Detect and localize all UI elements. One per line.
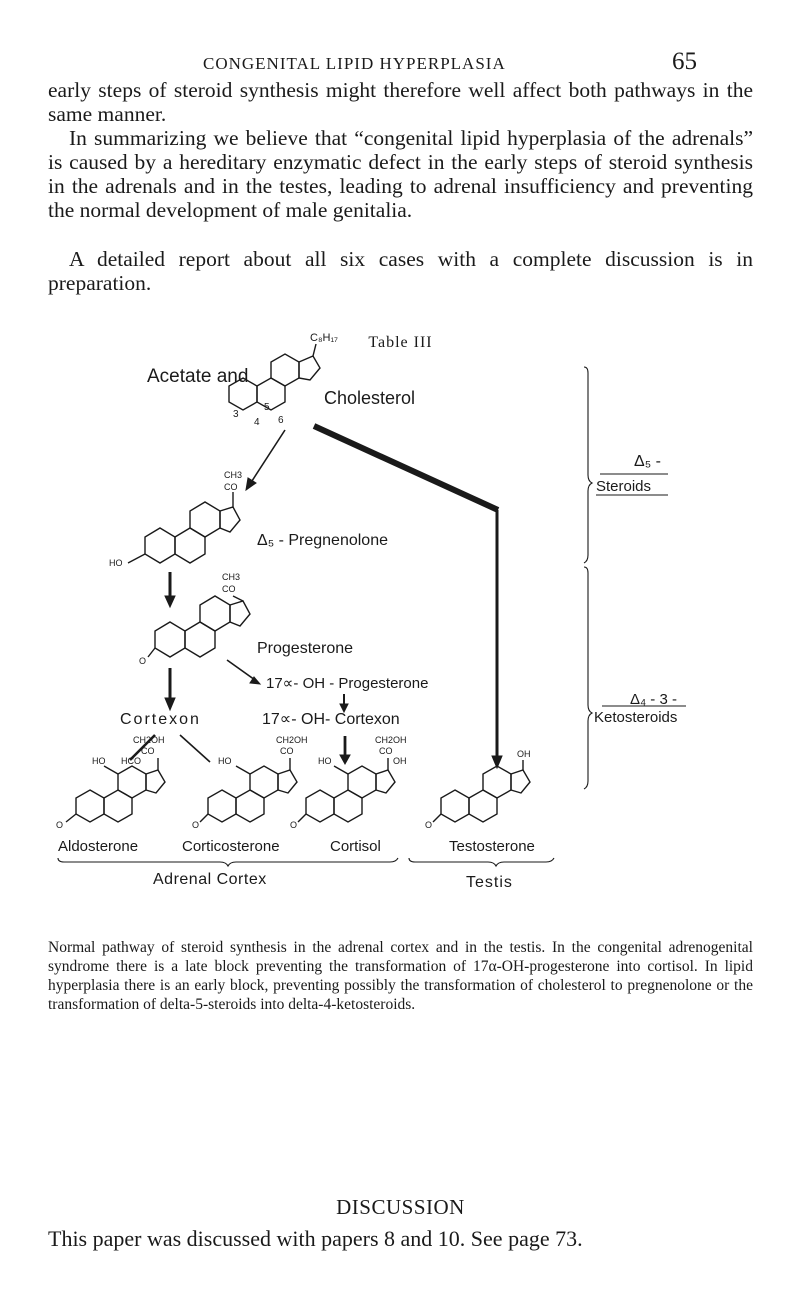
cortisol-structure [298,758,395,822]
testis-label: Testis [466,874,513,891]
paragraph-text: A detailed report about all six cases with a complete discussion is in preparation. [48,247,753,295]
arrow [165,660,260,710]
pregnenolone-label: Δ₅ - Pregnenolone [257,532,388,549]
table-title: Table III [368,334,433,351]
pregnenolone-structure [128,492,240,563]
position-label: 3 [233,409,239,420]
progesterone-label: Progesterone [257,640,354,657]
o-label: O [290,820,298,830]
ch2oh-label: CH2OH [375,735,407,745]
ch2oh-label: CH2OH [133,735,165,745]
cortisol-label: Cortisol [330,838,381,855]
cholesterol-label: Cholesterol [324,388,416,408]
o-label: O [192,820,200,830]
acetate-label: Acetate and [147,366,249,387]
co-label: CO [379,746,393,756]
arrow [492,510,502,768]
position-label: 6 [278,415,284,426]
oh-label: OH [517,749,531,759]
co-label: CO [280,746,294,756]
co-label: CO [222,584,236,594]
ohprogesterone-label: 17∝- OH - Progesterone [266,675,429,692]
co-label: CO [141,746,155,756]
d5-steroids-label: Steroids [596,478,652,495]
arrow [165,572,175,607]
o-label: O [425,820,433,830]
ohcortexon-label: 17∝- OH- Cortexon [262,711,400,728]
figure-caption: Normal pathway of steroid synthesis in the adrenal cortex and in the testis. In the congenital adrenogenital syndrome there is a late block preventing the transformation of 17α-OH-progesterone into cortisol. In lipid hyperplasia there is an early block, preventing possibly the transformation of cholesterol to pregnenolone or the transformation of delta-5-steroids into delta-4-ketosteroids. [48,939,753,1013]
progesterone-structure [148,596,250,657]
oh-label: OH [393,756,407,766]
corticosterone-label: Corticosterone [182,838,280,855]
ho-label: HO [218,756,232,766]
cortexon-label: Cortexon [120,711,201,728]
brace [58,858,554,866]
ho-label: HO [109,558,123,568]
aldosterone-label: Aldosterone [58,838,139,855]
testosterone-label: Testosterone [449,838,535,855]
co-label: CO [224,482,238,492]
brace [584,367,592,789]
paragraph-text: early steps of steroid synthesis might therefore well affect both pathways in the same manner. [48,78,753,126]
o-label: O [139,656,147,666]
paragraph-text: In summarizing we believe that “congenital lipid hyperplasia of the adrenals” is caused by a hereditary enzymatic defect in the early steps of steroid synthesis in the adrenals and in the testes, leading to adrenal insufficiency and preventing the normal development of male genitalia. [48,126,753,222]
position-label: 5 [264,402,270,413]
testosterone-structure [433,760,530,822]
corticosterone-structure [200,758,297,822]
hco-label: HCO [121,756,141,766]
page-number: 65 [672,48,697,75]
c8h17-label: C₈H₁₇ [310,332,338,344]
o-label: O [56,820,64,830]
discussion-text: This paper was discussed with papers 8 and 10. See page 73. [48,1226,583,1251]
ch2oh-label: CH2OH [276,735,308,745]
d4-ketosteroids-label: Δ₄ - 3 - [630,691,677,708]
arrow [246,426,498,510]
discussion-heading: DISCUSSION [336,1195,465,1219]
ho-label: HO [318,756,332,766]
adrenal-cortex-label: Adrenal Cortex [153,871,267,888]
arrow [340,694,348,712]
ch3-label: CH3 [222,572,241,582]
ch3-label: CH3 [224,470,243,480]
d4-ketosteroids-label: Ketosteroids [594,709,678,726]
aldosterone-structure [66,758,165,822]
position-label: 4 [254,417,260,428]
d5-steroids-label: Δ₅ - [634,453,661,470]
ho-label: HO [92,756,106,766]
running-head: CONGENITAL LIPID HYPERPLASIA [203,54,506,73]
